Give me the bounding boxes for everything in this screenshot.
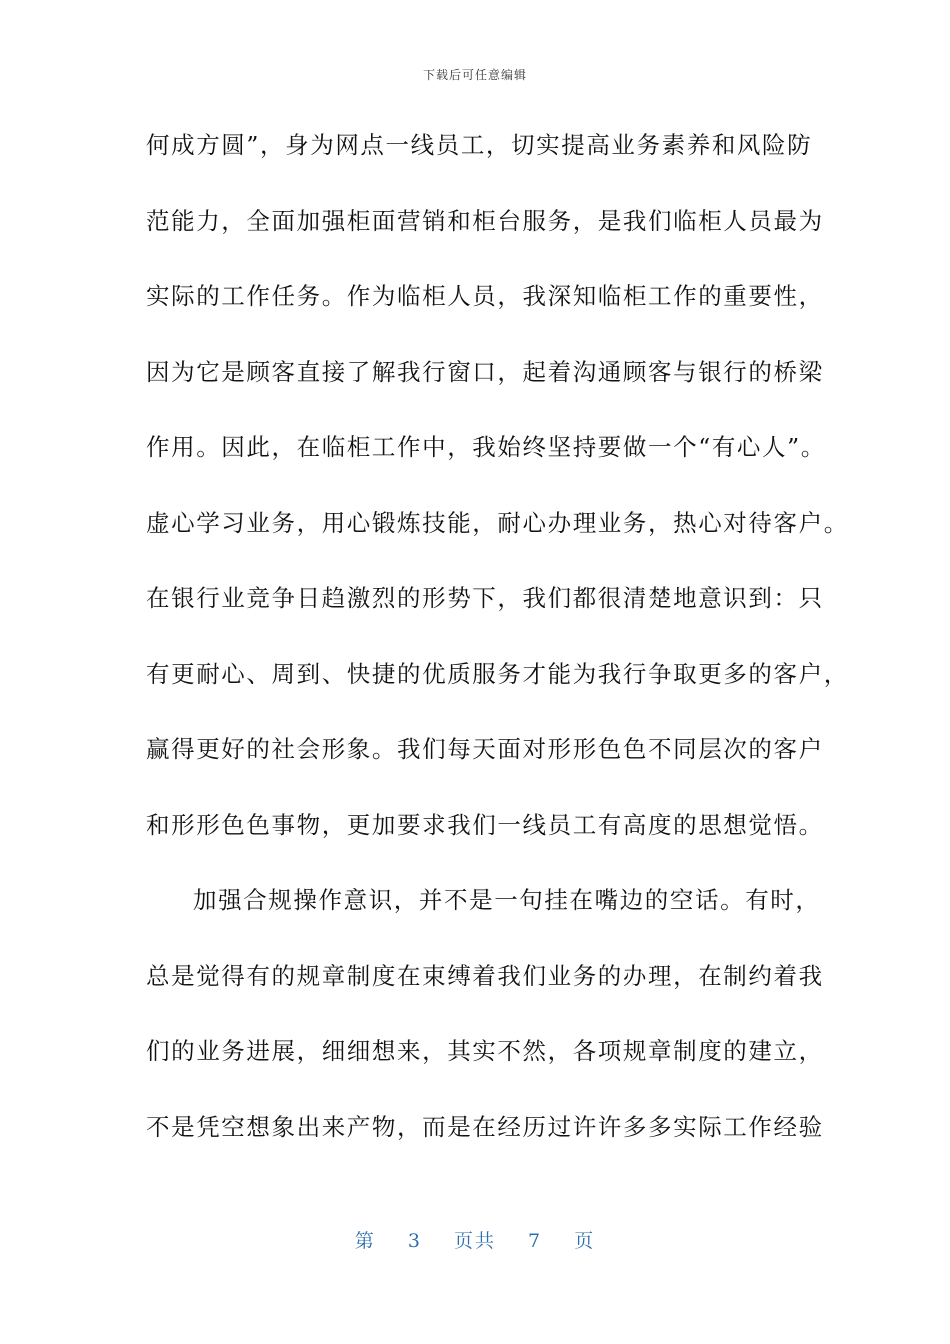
text-line: 在银行业竞争日趋激烈的形势下，我们都很清楚地意识到：只	[146, 584, 824, 612]
page-prefix: 第	[354, 1230, 376, 1252]
text-line: 作用。因此，在临柜工作中，我始终坚持要做一个“有心人”。	[146, 433, 826, 461]
text-line: 总是觉得有的规章制度在束缚着我们业务的办理，在制约着我	[146, 961, 824, 990]
text-line: 和形形色色事物，更加要求我们一线员工有高度的思想觉悟。	[146, 810, 824, 839]
total-pages-number: 7	[528, 1230, 543, 1252]
page-middle: 页共	[453, 1230, 496, 1252]
text-line: 不是凭空想象出来产物，而是在经历过许许多多实际工作经验	[146, 1112, 824, 1141]
current-page-number: 3	[407, 1230, 422, 1252]
text-line: 何成方圆”，身为网点一线员工，切实提高业务素养和风险防	[146, 131, 813, 159]
page-suffix: 页	[574, 1230, 596, 1252]
page-footer	[0, 1226, 950, 1253]
paragraph-start-line: 加强合规操作意识，并不是一句挂在嘴边的空话。有时，	[193, 886, 821, 914]
document-body	[146, 126, 849, 1183]
text-line: 们的业务进展，细细想来，其实不然，各项规章制度的建立，	[146, 1037, 824, 1065]
text-line: 有更耐心、周到、快捷的优质服务才能为我行争取更多的客户，	[146, 659, 849, 688]
text-line: 因为它是顾客直接了解我行窗口，起着沟通顾客与银行的桥梁	[146, 357, 824, 386]
text-line: 实际的工作任务。作为临柜人员，我深知临柜工作的重要性，	[146, 282, 824, 310]
text-line: 虚心学习业务，用心锻炼技能，耐心办理业务，热心对待客户。	[146, 508, 849, 537]
download-note-header: 下载后可任意编辑	[422, 68, 527, 82]
text-line: 范能力，全面加强柜面营销和柜台服务，是我们临柜人员最为	[146, 206, 824, 235]
text-line: 赢得更好的社会形象。我们每天面对形形色色不同层次的客户	[146, 735, 824, 763]
